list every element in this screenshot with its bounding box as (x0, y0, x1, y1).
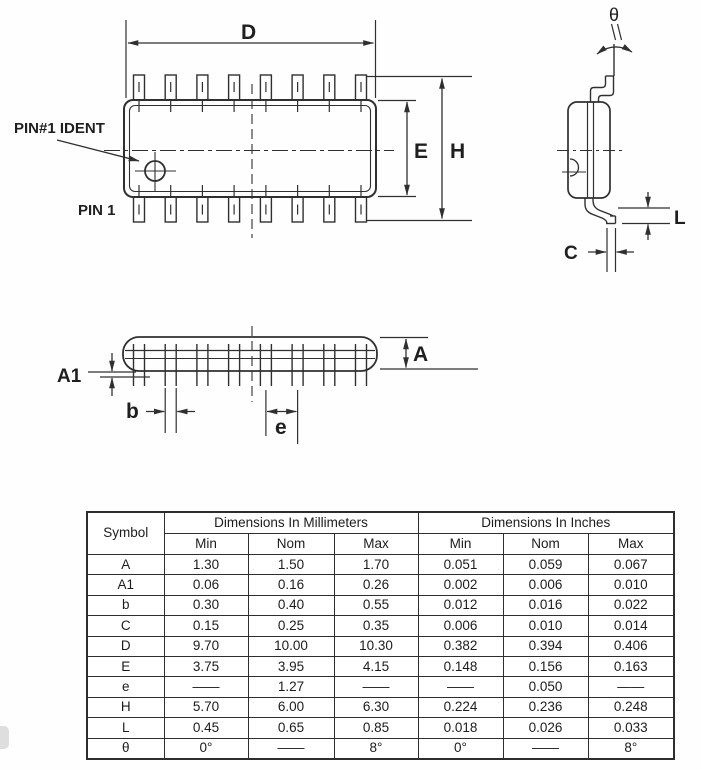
dim-b-label: b (126, 400, 139, 423)
package-body-top-view (124, 100, 376, 197)
lead-profile-bottom (585, 198, 616, 224)
value-cell: 0.394 (503, 636, 588, 656)
value-cell: 0.163 (588, 656, 674, 676)
value-cell: 1.50 (248, 555, 334, 575)
value-cell: 0.26 (334, 575, 418, 595)
value-cell: 0.156 (503, 656, 588, 676)
value-cell: 8° (588, 738, 674, 759)
value-cell: 0.006 (503, 575, 588, 595)
value-cell: 0.006 (418, 616, 503, 636)
value-cell: 1.70 (334, 555, 418, 575)
value-cell: 0° (418, 738, 503, 759)
pin1-label: PIN 1 (78, 202, 116, 219)
table-row (87, 575, 674, 595)
dim-e-label: e (275, 416, 287, 439)
value-cell: 10.30 (334, 636, 418, 656)
dim-h-label: H (450, 140, 466, 163)
value-cell: 0.033 (588, 718, 674, 738)
value-cell: 0.022 (588, 595, 674, 615)
value-cell: —— (334, 677, 418, 697)
value-cell: 0.06 (164, 575, 248, 595)
value-cell: 0.16 (248, 575, 334, 595)
dimension-L (618, 192, 686, 240)
symbol-cell: b (87, 595, 164, 615)
value-cell: 0.406 (588, 636, 674, 656)
mm-group-header: Dimensions In Millimeters (164, 512, 418, 534)
value-cell: —— (503, 738, 588, 759)
value-cell: 0.014 (588, 616, 674, 636)
symbol-cell: A (87, 555, 164, 575)
dim-a1-label: A1 (57, 366, 82, 387)
dim-theta-label: θ (609, 5, 620, 25)
value-cell: 8° (334, 738, 418, 759)
value-cell: 0.224 (418, 697, 503, 717)
value-cell: 0.018 (418, 718, 503, 738)
dimension-A1 (57, 353, 150, 396)
table-row (87, 738, 674, 759)
value-cell: 0.25 (248, 616, 334, 636)
value-cell: 0° (164, 738, 248, 759)
sub-header-row (87, 534, 674, 555)
value-cell: 0.55 (334, 595, 418, 615)
dim-a-label: A (413, 343, 429, 366)
dimension-b (126, 388, 195, 433)
value-cell: 0.35 (334, 616, 418, 636)
watermark-fragment (0, 726, 9, 749)
value-cell: 10.00 (248, 636, 334, 656)
value-cell: 1.30 (164, 555, 248, 575)
dimension-E (378, 101, 428, 197)
value-cell: 4.15 (334, 656, 418, 676)
value-cell: 0.067 (588, 555, 674, 575)
dim-c-label: C (564, 243, 578, 264)
in-max-header: Max (588, 534, 674, 555)
symbol-cell: H (87, 697, 164, 717)
table-row (87, 718, 674, 738)
dim-e-label: E (414, 140, 429, 163)
value-cell: 0.010 (588, 575, 674, 595)
dimensions-table (86, 511, 675, 760)
value-cell: —— (248, 738, 334, 759)
value-cell: 3.95 (248, 656, 334, 676)
inch-group-header: Dimensions In Inches (418, 512, 674, 534)
dim-l-label: L (674, 208, 686, 229)
symbol-cell: L (87, 718, 164, 738)
value-cell: 9.70 (164, 636, 248, 656)
value-cell: 0.010 (503, 616, 588, 636)
table-row (87, 555, 674, 575)
pins-top-row (134, 75, 367, 112)
value-cell: 0.016 (503, 595, 588, 615)
side-view (557, 5, 686, 272)
symbol-cell: θ (87, 738, 164, 759)
value-cell: 0.050 (503, 677, 588, 697)
value-cell: —— (164, 677, 248, 697)
value-cell: 0.051 (418, 555, 503, 575)
value-cell: 0.059 (503, 555, 588, 575)
dimension-e (266, 390, 298, 444)
side-notch (570, 159, 579, 176)
table-row (87, 677, 674, 697)
table-row (87, 697, 674, 717)
package-body-side-view (557, 102, 623, 198)
dimension-D (126, 20, 376, 98)
value-cell: —— (588, 677, 674, 697)
symbol-cell: A1 (87, 575, 164, 595)
mm-max-header: Max (334, 534, 418, 555)
table-row (87, 636, 674, 656)
value-cell: 1.27 (248, 677, 334, 697)
value-cell: 6.30 (334, 697, 418, 717)
table-row (87, 595, 674, 615)
symbol-cell: C (87, 616, 164, 636)
dim-d-label: D (241, 21, 257, 44)
value-cell: 3.75 (164, 656, 248, 676)
value-cell: 0.012 (418, 595, 503, 615)
symbol-cell: e (87, 677, 164, 697)
symbol-cell: D (87, 636, 164, 656)
value-cell: 0.15 (164, 616, 248, 636)
symbol-cell: E (87, 656, 164, 676)
value-cell: 0.40 (248, 595, 334, 615)
in-min-header: Min (418, 534, 503, 555)
value-cell: 0.248 (588, 697, 674, 717)
value-cell: 0.002 (418, 575, 503, 595)
value-cell: 0.30 (164, 595, 248, 615)
value-cell: 5.70 (164, 697, 248, 717)
top-view (14, 20, 472, 238)
value-cell: 0.148 (418, 656, 503, 676)
dimension-C (564, 228, 634, 272)
value-cell: 0.65 (248, 718, 334, 738)
dimension-theta (597, 5, 632, 76)
group-header-row (87, 512, 674, 534)
table-row (87, 616, 674, 636)
value-cell: 0.85 (334, 718, 418, 738)
pin1-ident-label: PIN#1 IDENT (14, 120, 105, 137)
value-cell: 0.382 (418, 636, 503, 656)
value-cell: —— (418, 677, 503, 697)
value-cell: 6.00 (248, 697, 334, 717)
lead-profile-top (591, 76, 614, 102)
in-nom-header: Nom (503, 534, 588, 555)
value-cell: 0.236 (503, 697, 588, 717)
symbol-column-header: Symbol (87, 512, 164, 555)
value-cell: 0.026 (503, 718, 588, 738)
front-view (57, 326, 478, 444)
package-body-front-view (123, 337, 377, 371)
dimension-A (380, 338, 478, 370)
mm-min-header: Min (164, 534, 248, 555)
value-cell: 0.45 (164, 718, 248, 738)
mm-nom-header: Nom (248, 534, 334, 555)
pins-bottom-row (134, 185, 367, 222)
pin1-indicator (135, 152, 176, 191)
table-row (87, 656, 674, 676)
